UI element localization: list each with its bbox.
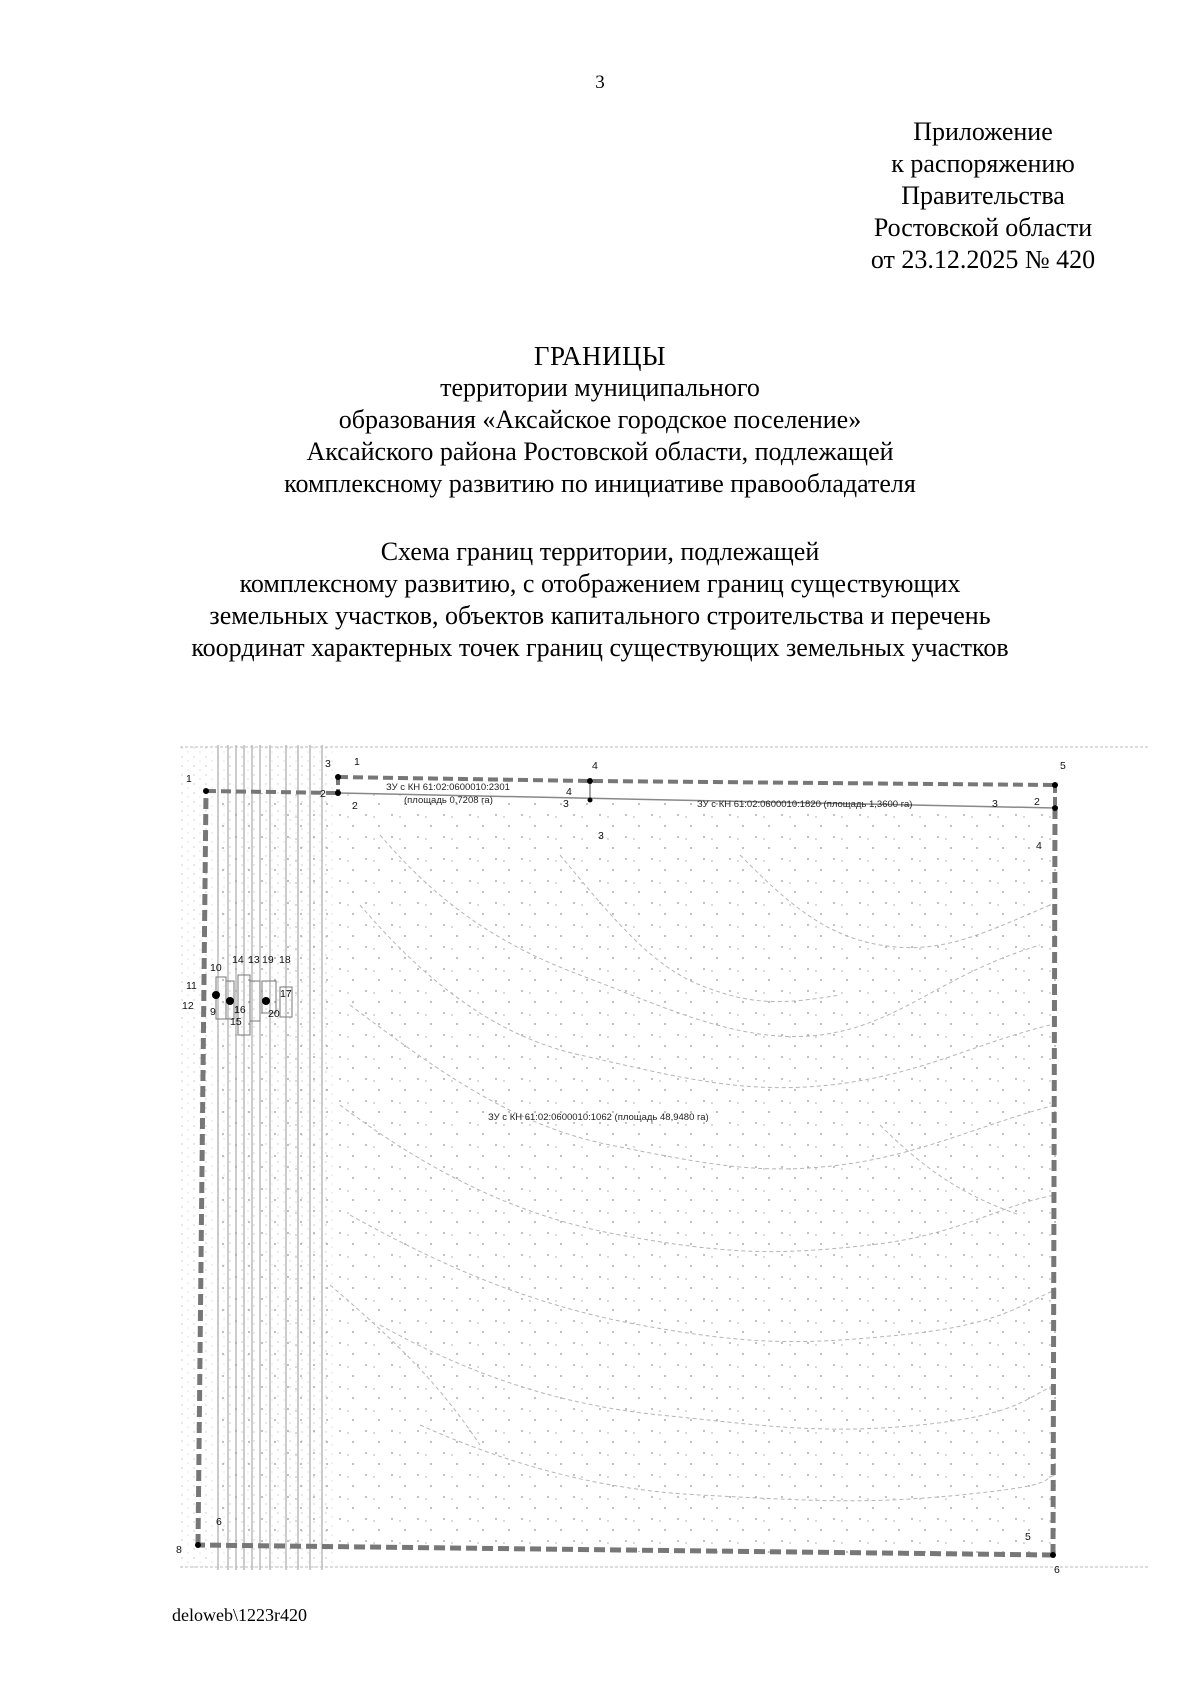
point-label: 1 xyxy=(354,756,360,768)
appendix-line: Правительства xyxy=(901,181,1065,210)
point-label: 11 xyxy=(186,980,197,992)
page-number: 3 xyxy=(595,72,605,93)
point-label: 3 xyxy=(992,798,998,810)
point-label: 4 xyxy=(566,786,572,798)
point-label: 14 xyxy=(232,954,244,966)
appendix-line: от 23.12.2025 № 420 xyxy=(870,245,1096,274)
document-code: deloweb\1223r420 xyxy=(172,1605,307,1625)
point-label: 2 xyxy=(1034,796,1040,808)
subtitle-line: координат характерных точек границ существующих земельных участков xyxy=(191,633,1009,662)
document-title xyxy=(0,340,1200,500)
parcel-1820-label: ЗУ с КН 61:02:0600010:1820 (площадь 1,3600 га) xyxy=(697,799,913,810)
point-label: 8 xyxy=(176,1544,182,1556)
point-label: 16 xyxy=(234,1004,246,1016)
subtitle-line: Схема границ территории, подлежащей xyxy=(380,537,820,566)
parcel-right-boundary xyxy=(1053,808,1055,1555)
point-label: 13 xyxy=(248,954,260,966)
parcel-2301-area: (площадь 0,7208 га) xyxy=(404,795,493,806)
point-label: 12 xyxy=(182,1000,194,1012)
point-label: 20 xyxy=(268,1008,280,1020)
point-label: 4 xyxy=(1036,840,1042,852)
point-label: 5 xyxy=(1025,1531,1031,1543)
point-label: 2 xyxy=(320,788,326,800)
point-label: 3 xyxy=(598,830,604,842)
point-label: 1 xyxy=(186,773,192,785)
point-label: 17 xyxy=(280,988,292,1000)
subtitle-line: земельных участков, объектов капитального строительства и перечень xyxy=(209,601,991,630)
parcel-top-left-boundary xyxy=(206,791,338,793)
point-label: 18 xyxy=(279,954,291,966)
appendix-line: к распоряжению xyxy=(891,149,1075,178)
point-label: 15 xyxy=(230,1016,242,1028)
point-label: 3 xyxy=(563,798,569,810)
title-line: образования «Аксайское городское поселение» xyxy=(338,405,862,434)
scheme-subtitle xyxy=(0,536,1200,664)
point-label: 10 xyxy=(210,962,222,974)
parcel-1062-label: ЗУ с КН 61:02:0600010:1062 (площадь 48,9480 га) xyxy=(488,1112,709,1123)
appendix-line: Ростовской области xyxy=(873,213,1093,242)
point-label: 4 xyxy=(592,760,598,772)
appendix-block xyxy=(838,116,1128,276)
point-label: 19 xyxy=(262,954,274,966)
point-label: 2 xyxy=(352,800,358,812)
subtitle-line: комплексному развитию, с отображением границ существующих xyxy=(239,569,961,598)
point-label: 9 xyxy=(210,1006,216,1018)
title-line: комплексному развитию по инициативе правообладателя xyxy=(284,469,916,498)
title-main: ГРАНИЦЫ xyxy=(533,341,667,371)
point-label: 3 xyxy=(325,758,331,770)
point-label: 6 xyxy=(216,1516,222,1528)
parcel-2301-label: ЗУ с КН 61:02:0600010:2301 xyxy=(386,782,510,793)
point-label: 6 xyxy=(1054,1564,1060,1576)
appendix-line: Приложение xyxy=(913,117,1053,146)
title-line: территории муниципального xyxy=(440,373,760,402)
boundary-scheme-map xyxy=(176,745,1150,1576)
parcel-1062-area xyxy=(214,793,1058,1557)
title-line: Аксайского района Ростовской области, подлежащей xyxy=(306,437,894,466)
point-label: 5 xyxy=(1060,760,1066,772)
